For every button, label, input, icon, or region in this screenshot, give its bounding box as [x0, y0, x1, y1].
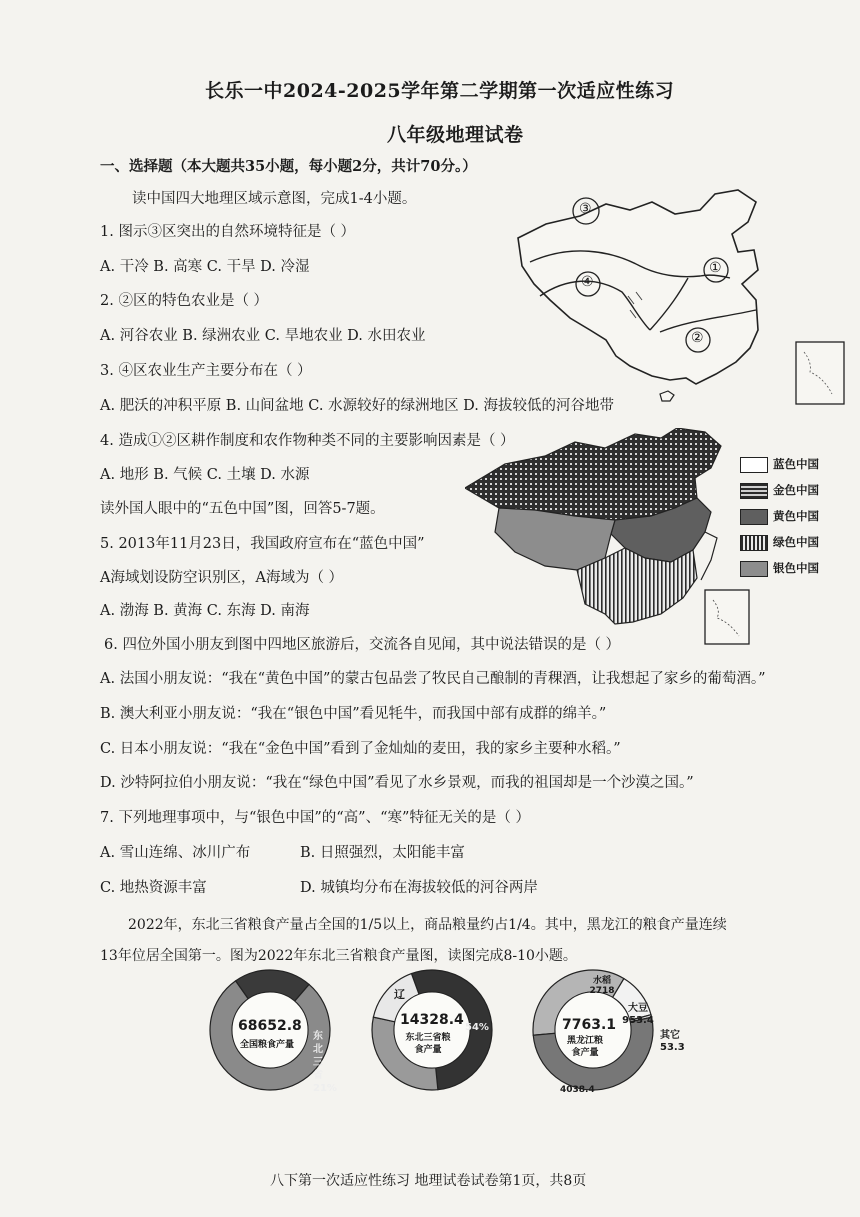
- question-6-option-d: D. 沙特阿拉伯小朋友说：“我在“绿色中国”看见了水乡景观，而我的祖国却是一个沙漠之国。”: [100, 775, 694, 791]
- question-5-stem-a: 5. 2013年11月23日，我国政府宣布在“蓝色中国”: [100, 536, 425, 552]
- region-label-2: ②: [691, 330, 704, 346]
- chart3-other-label: 其它 53.3: [660, 1030, 685, 1053]
- exam-subtitle: 八年级地理试卷: [387, 124, 524, 146]
- legend-swatch-gold: [740, 483, 768, 499]
- legend-label-silver: 银色中国: [773, 561, 819, 575]
- coastline: [701, 532, 717, 580]
- region-label-4: ④: [581, 274, 594, 290]
- region-label-3: ③: [579, 201, 592, 217]
- south-sea-inset: [796, 342, 844, 404]
- question-7-option-c: C. 地热资源丰富: [100, 880, 207, 896]
- section-heading: 一、选择题（本大题共35小题，每小题2分，共计70分。）: [100, 158, 477, 175]
- chart2-liaoning-label: 辽: [394, 988, 405, 1001]
- chart3-center-value: 7763.1: [562, 1017, 617, 1033]
- question-7-stem: 7. 下列地理事项中，与“银色中国”的“高”、“寒”特征无关的是（ ）: [100, 810, 531, 826]
- legend-label-blue: 蓝色中国: [773, 457, 819, 471]
- question-2-stem: 2. ②区的特色农业是（ ）: [100, 293, 269, 309]
- legend-swatch-silver: [740, 561, 768, 577]
- legend-label-green: 绿色中国: [773, 535, 819, 549]
- question-6-option-a: A. 法国小朋友说：“我在“黄色中国”的蒙古包品尝了牧民自己酿制的青稞酒，让我想起了家乡的葡萄酒。”: [100, 671, 766, 687]
- legend-swatch-green: [740, 535, 768, 551]
- passage-line-1: 2022年，东北三省粮食产量占全国的1/5以上，商品粮量约占1/4。其中，黑龙江的粮食产量连续: [128, 917, 727, 933]
- chart3-center-label: 黑龙江粮食产量: [566, 1036, 603, 1058]
- question-7-option-b: B. 日照强烈，太阳能丰富: [300, 845, 465, 861]
- chart2-heilongjiang-label: 54%: [465, 1022, 489, 1033]
- question-3-options: A. 肥沃的冲积平原 B. 山间盆地 C. 水源较好的绿洲地区 D. 海拔较低的河谷地带: [100, 398, 615, 414]
- question-5-stem-b: A海域划设防空识别区，A海域为（ ）: [100, 570, 344, 586]
- south-sea-inset-2: [705, 590, 749, 644]
- page-footer: 八下第一次适应性练习 地理试卷试卷第1页，共8页: [270, 1173, 587, 1189]
- chart3-rice-label: 水稻 2718: [589, 976, 615, 996]
- chart2-center: [394, 992, 470, 1068]
- chart2-center-value: 14328.4: [400, 1012, 464, 1028]
- legend-label-yellow: 黄色中国: [773, 509, 819, 523]
- region-map: [510, 180, 850, 420]
- legend-swatch-blue: [740, 457, 768, 473]
- legend-label-gold: 金色中国: [773, 483, 819, 497]
- legend-swatch-yellow: [740, 509, 768, 525]
- chart1-center-label: 全国粮食产量: [240, 1040, 295, 1050]
- region-label-1: ①: [709, 260, 722, 276]
- question-7-option-d: D. 城镇均分布在海拔较低的河谷两岸: [300, 880, 538, 896]
- question-6-stem: 6. 四位外国小朋友到图中四地区旅游后，交流各自见闻，其中说法错误的是（ ）: [104, 637, 621, 653]
- chart3-soy-label: 大豆 953.4: [622, 1003, 654, 1026]
- five-color-china-map: [465, 428, 755, 658]
- question-6-option-b: B. 澳大利亚小朋友说：“我在“银色中国”看见牦牛，而我国中部有成群的绵羊。”: [100, 706, 607, 722]
- question-3-stem: 3. ④区农业生产主要分布在（ ）: [100, 363, 312, 379]
- question-2-options: A. 河谷农业 B. 绿洲农业 C. 旱地农业 D. 水田农业: [100, 328, 426, 344]
- passage-line-2: 13年位居全国第一。图为2022年东北三省粮食产量图，读图完成8-10小题。: [100, 948, 577, 964]
- section-intro: 读中国四大地理区域示意图，完成1-4小题。: [132, 191, 417, 207]
- chart1-slice-label: 东北三省 21%: [313, 1031, 337, 1094]
- question-1-stem: 1. 图示③区突出的自然环境特征是（ ）: [100, 224, 356, 240]
- hainan-island: [660, 391, 674, 401]
- china-outline: [518, 190, 758, 384]
- question-1-options: A. 干冷 B. 高寒 C. 干旱 D. 冷湿: [100, 259, 310, 275]
- reading-intro-5-7: 读外国人眼中的“五色中国”图，回答5-7题。: [100, 501, 385, 517]
- chart3-corn-label: 4038.4: [560, 1085, 595, 1095]
- chart2-center-label: 东北三省粮食产量: [405, 1033, 451, 1055]
- exam-title: 长乐一中2024-2025学年第二学期第一次适应性练习: [205, 80, 675, 102]
- question-7-option-a: A. 雪山连绵、冰川广布: [100, 845, 251, 861]
- chart1-center-value: 68652.8: [238, 1018, 302, 1034]
- question-4-options: A. 地形 B. 气候 C. 土壤 D. 水源: [100, 467, 310, 483]
- question-4-stem: 4. 造成①②区耕作制度和农作物种类不同的主要影响因素是（ ）: [100, 433, 515, 449]
- question-5-options: A. 渤海 B. 黄海 C. 东海 D. 南海: [100, 603, 310, 619]
- question-6-option-c: C. 日本小朋友说：“我在“金色中国”看到了金灿灿的麦田，我的家乡主要种水稻。”: [100, 741, 621, 757]
